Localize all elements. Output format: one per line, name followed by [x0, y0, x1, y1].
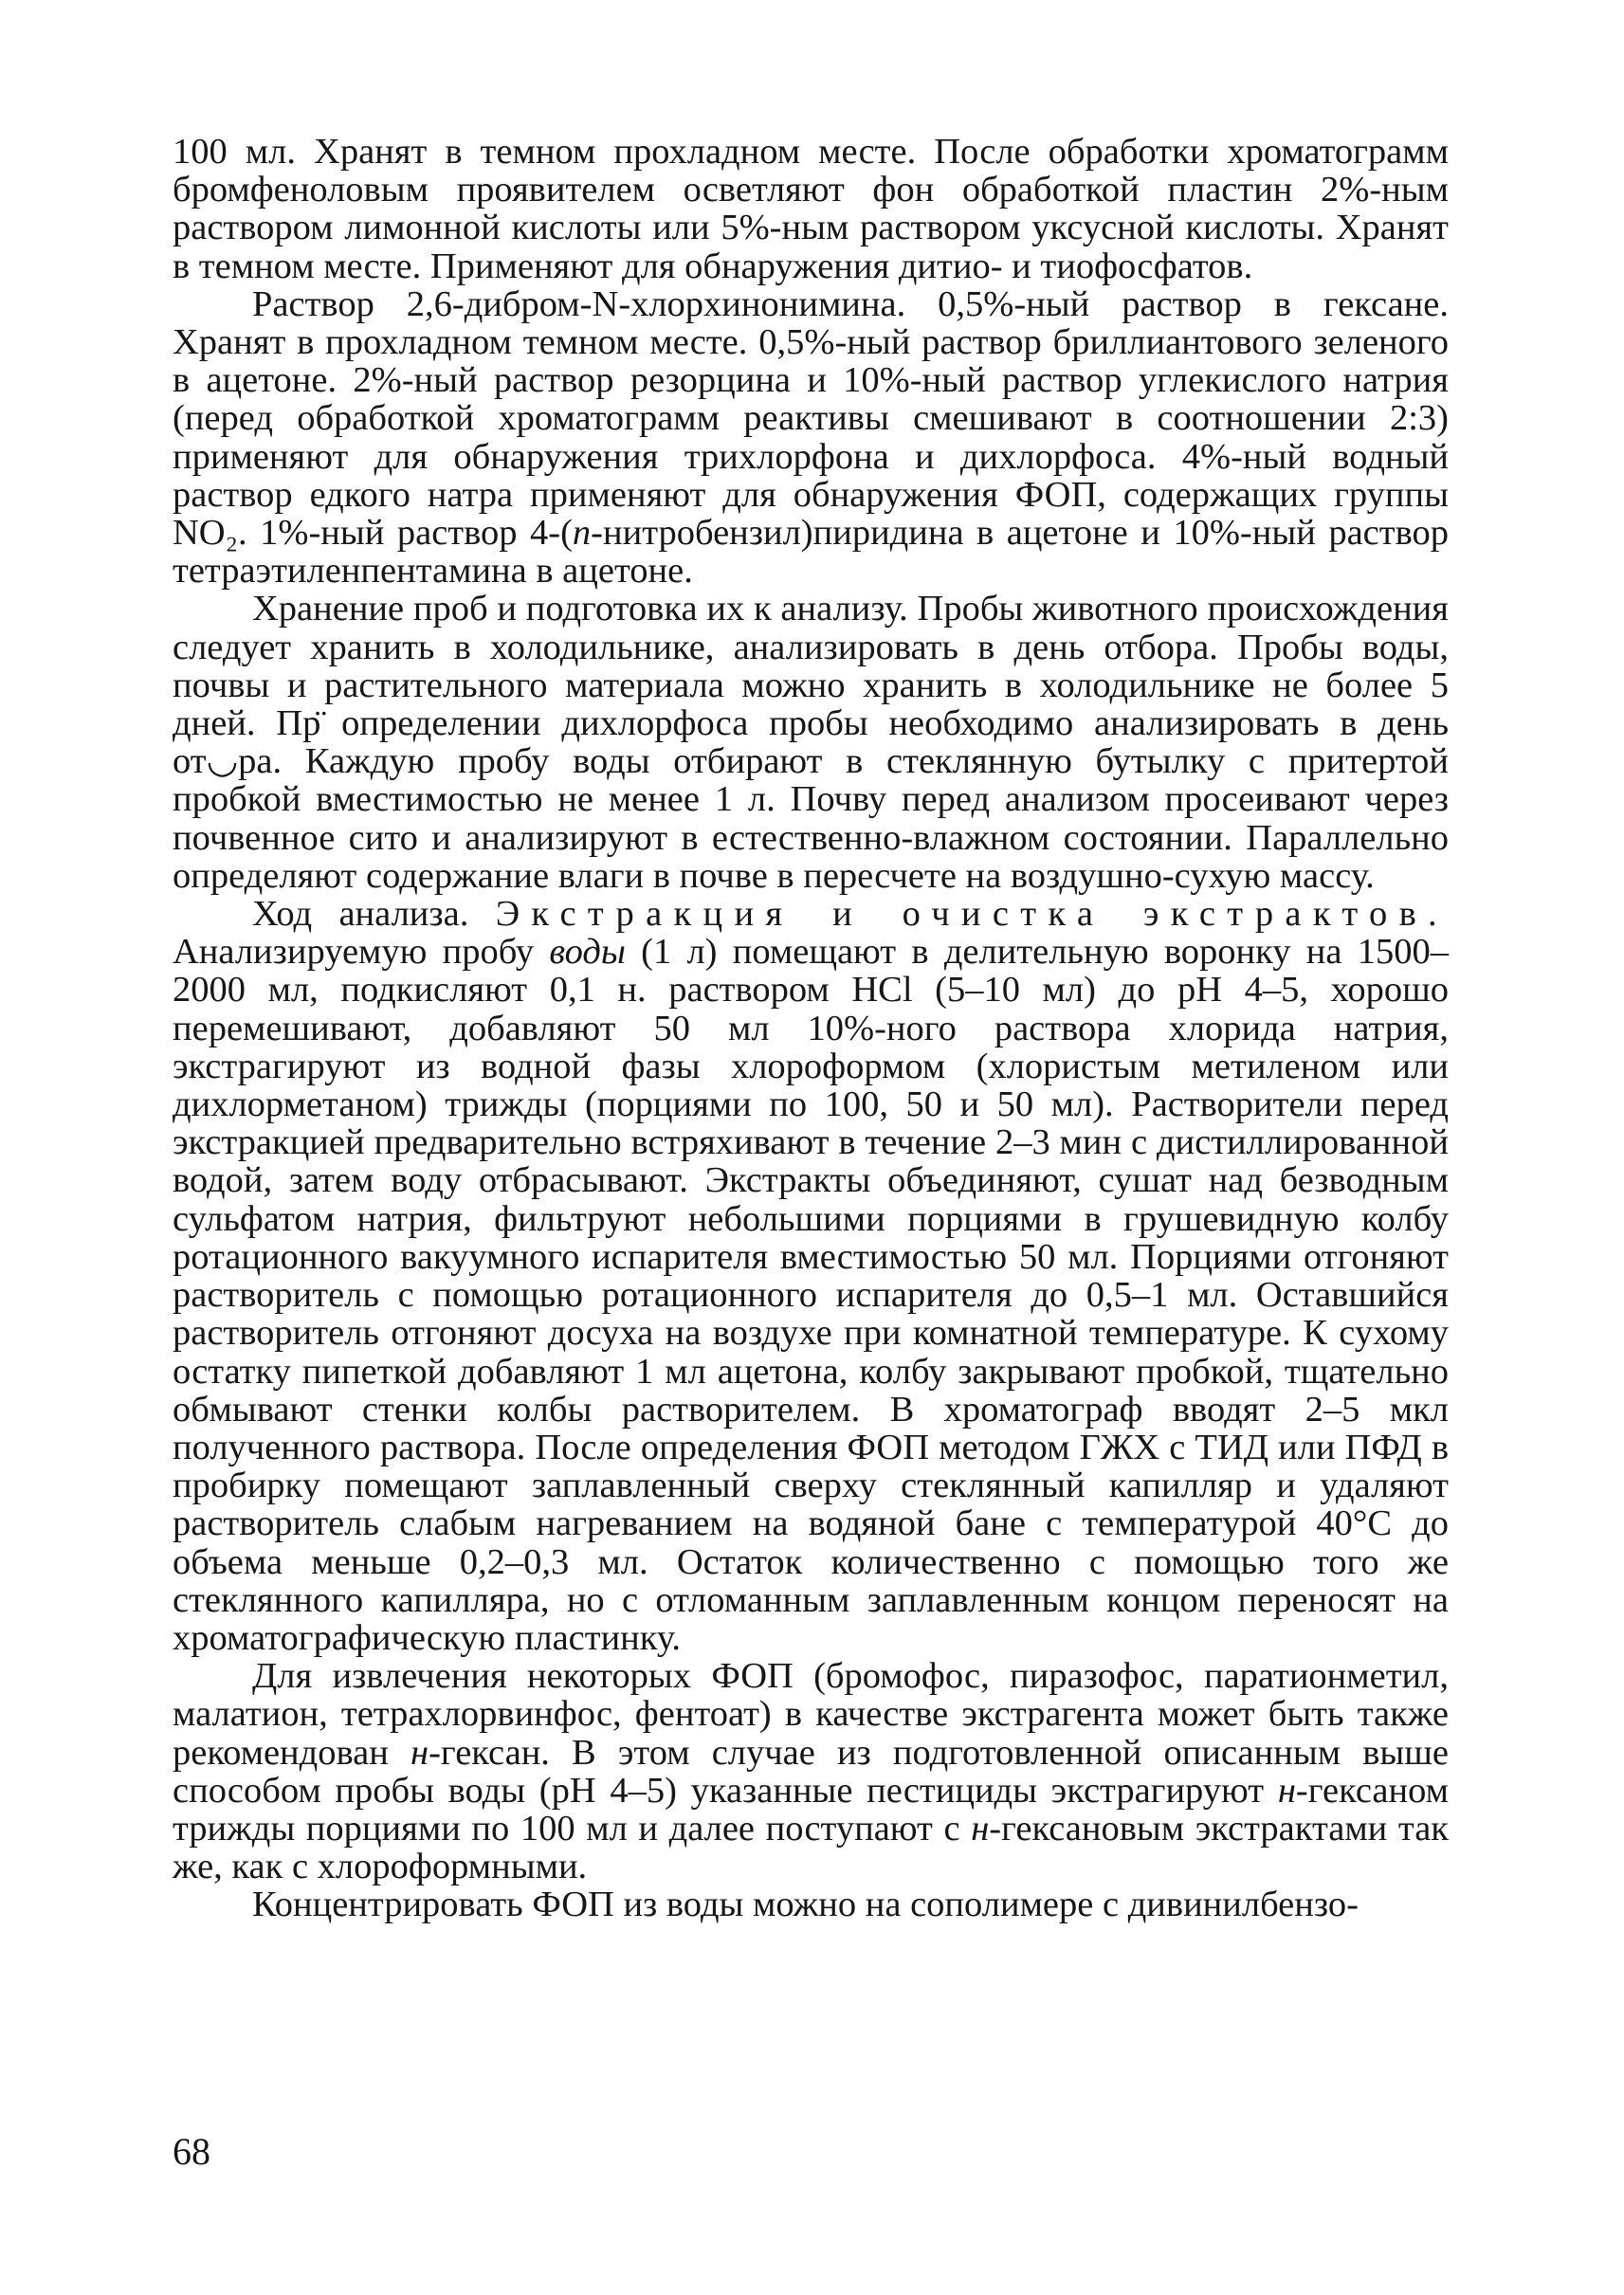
text-run: Концентрировать ФОП из воды можно на сополимере с дивинилбензо- [252, 1885, 1359, 1925]
text-run: Раствор 2,6-дибром-N-хлорхинонимина. 0,5%-ный раствор в гексане. Хранят в прохладном темном месте. 0,5%-ный раствор бриллиантового зеленого в ацетоне. 2%-ный раствор резорцина и 10%-ный раствор углекислого натрия (перед обработкой хроматограмм реактивы смешивают в соотношении 2:3) применяют для обнаружения трихлорфона и дихлорфоса. 4%-ный водный раствор едкого натра применяют для обнаружения ФОП, содержащих группы NO₂. 1%-ный раствор 4-( [173, 283, 1449, 554]
text-run: Анализируемую пробу [173, 932, 550, 973]
paragraph [173, 1885, 1449, 1923]
text-run: -нитробензил)пиридина в ацетоне и 10%-ный раствор тетраэтиленпентамина в ацетоне. [173, 513, 1449, 592]
text-run: н [971, 1808, 990, 1849]
paragraph [173, 895, 1449, 1657]
text-run: -гексановым экстрактами так же, как с хлороформными. [173, 1808, 1449, 1887]
page-body [173, 133, 1449, 1924]
text-run: н [1277, 1770, 1296, 1811]
text-run: Ход анализа. [252, 894, 496, 935]
text-run: 100 мл. Хранят в темном прохладном месте. После обработки хроматограмм бромфеноловым проявителем осветляют фон обработкой пластин 2%-ным раствором лимонной кислоты или 5%-ным раствором уксусной кислоты. Хранят в темном месте. Применяют для обнаружения дитио- и тиофосфатов. [173, 132, 1449, 286]
text-run: Экстракция и очистка экстрактов. [495, 894, 1450, 935]
text-run: Хранение проб и подготовка их к анализу. Пробы животного происхождения следует хранить в холодильнике, анализировать в день отбора. Пробы воды, почвы и растительного материала можно хранить в холодильнике не более 5 дней. Пр̈ определении дихлорфоса пробы необходимо анализировать в день от◡ра. Каждую пробу воды отбирают в стеклянную бутылку с притертой пробкой вместимостью не менее 1 л. Почву перед анализом просеивают через почвенное сито и анализируют в естественно-влажном состоянии. Параллельно определяют содержание влаги в почве в пересчете на воздушно-сухую массу. [173, 589, 1449, 896]
page-number: 68 [173, 2130, 210, 2173]
paragraph [173, 285, 1449, 591]
text-run: н [411, 1732, 429, 1773]
text-run: (1 л) помещают в делительную воронку на 1500–2000 мл, подкисляют 0,1 н. раствором НСl (5–10 мл) до рН 4–5, хорошо перемешивают, добавляют 50 мл 10%-ного раствора хлорида натрия, экстрагируют из водной фазы хлороформом (хлористым метиленом или дихлорметаном) трижды (порциями по 100, 50 и 50 мл). Растворители перед экстракцией предварительно встряхивают в течение 2–3 мин с дистиллированной водой, затем воду отбрасывают. Экстракты объединяют, сушат над безводным сульфатом натрия, фильтруют небольшими порциями в грушевидную колбу ротационного вакуумного испарителя вместимостью 50 мл. Порциями отгоняют растворитель с помощью ротационного испарителя до 0,5–1 мл. Оставшийся растворитель отгоняют досуха на воздухе при комнатной температуре. К сухому остатку пипеткой добавляют 1 мл ацетона, колбу закрывают пробкой, тщательно обмывают стенки колбы растворителем. В хроматограф вводят 2–5 мкл полученного раствора. После определения ФОП методом ГЖХ с ТИД или ПФД в пробирку помещают заплавленный сверху стеклянный капилляр и удаляют растворитель слабым нагреванием на водяной бане с температурой 40°С до объема меньше 0,2–0,3 мл. Остаток количественно с помощью того же стеклянного капилляра, но с отломанным заплавленным концом переносят на хроматографическую пластинку. [173, 932, 1449, 1658]
text-run: п [572, 513, 592, 554]
paragraph [173, 1657, 1449, 1885]
text-run: Для извлечения некоторых ФОП (бромофос, пиразофос, паратионметил, малатион, тетрахлорвинфос, фентоат) в качестве экстрагента может быть также рекомендован [173, 1656, 1449, 1773]
text-run: -гексан. В этом случае из подготовленной описанным выше способом пробы воды (рН 4–5) указанные пестициды экстрагируют [173, 1732, 1449, 1811]
text-run: -гексаном трижды порциями по 100 мл и далее поступают с [173, 1770, 1449, 1849]
paragraph [173, 133, 1449, 285]
paragraph [173, 590, 1449, 895]
text-run: воды [549, 932, 626, 973]
